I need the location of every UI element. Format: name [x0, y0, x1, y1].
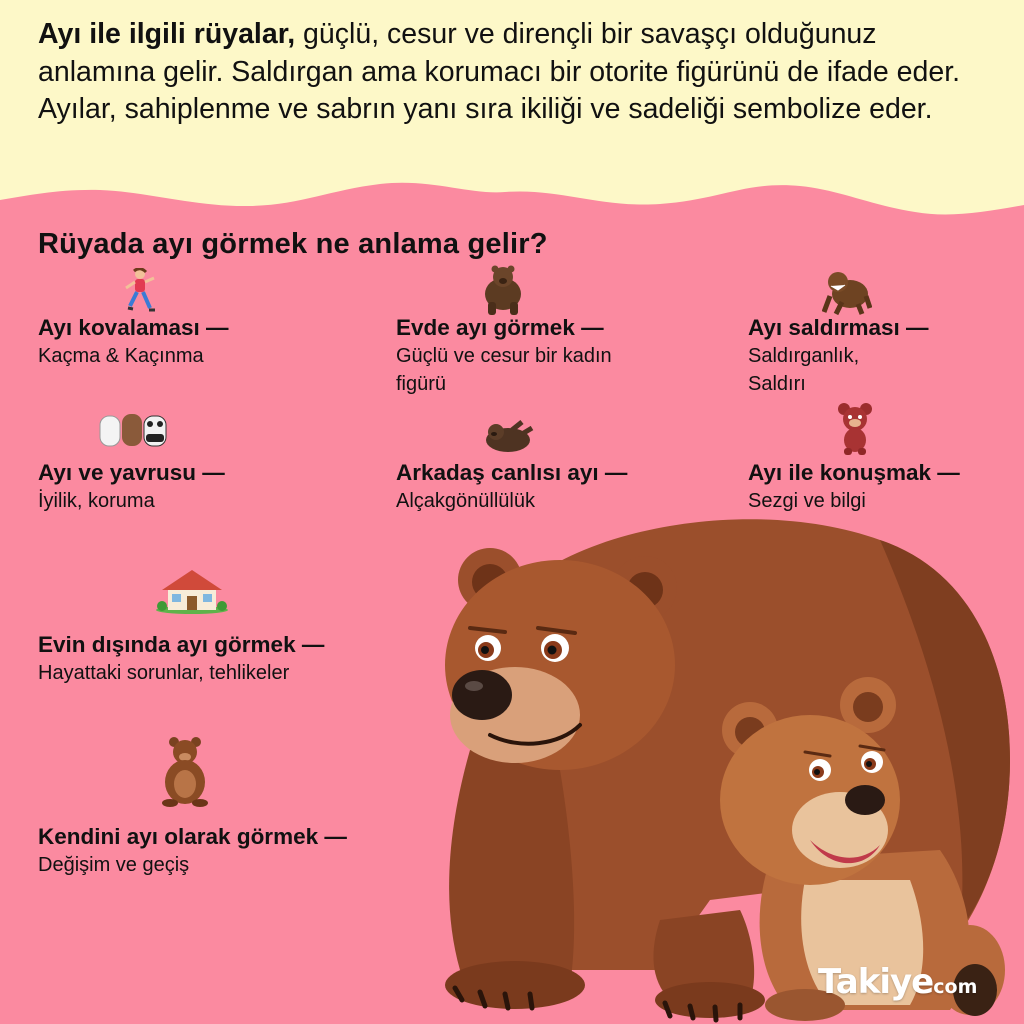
house-icon [154, 566, 230, 614]
three-bears-icon [98, 410, 168, 448]
item-meaning: Kaçma & Kaçınma [38, 345, 204, 367]
item-meaning: Alçakgönüllülük [396, 490, 535, 512]
sitting-bear-icon [160, 736, 210, 808]
item-meaning: Sezgi ve bilgi [748, 490, 866, 512]
section-heading: Rüyada ayı görmek ne anlama gelir? [38, 228, 548, 260]
intro-paragraph [38, 16, 988, 129]
item-label: Evde ayı görmek — [396, 315, 604, 340]
item-label: Ayı ile konuşmak — [748, 460, 960, 485]
intro-text: güçlü, cesur ve dirençli bir savaşçı olduğunuz anlamına gelir. Saldırgan ama korumacı bir otorite figürünü de ifade eder. Ayılar, sahiplenme ve sabrın yanı sıra ikiliği ve sadeliği sembolize eder. [38, 18, 961, 125]
item-label: Kendini ayı olarak görmek — [38, 824, 347, 849]
brand-logo [818, 962, 977, 1002]
list-item-bear-at-home [396, 314, 686, 398]
list-item-attack [748, 314, 1008, 398]
running-child-icon [122, 268, 158, 314]
item-meaning: Hayattaki sorunlar, tehlikeler [38, 662, 290, 684]
mother-and-cub-bear-illustration [410, 500, 1024, 1024]
item-label: Evin dışında ayı görmek — [38, 632, 325, 657]
item-label: Ayı kovalaması — [38, 315, 229, 340]
standing-bear-icon [481, 264, 525, 316]
list-item-bear-and-cub [38, 459, 338, 515]
list-item-self-as-bear [38, 823, 418, 879]
item-label: Ayı ve yavrusu — [38, 460, 225, 485]
lying-bear-icon [482, 420, 534, 454]
item-meaning: Saldırganlık, Saldırı [748, 345, 860, 395]
item-meaning: Değişim ve geçiş [38, 854, 190, 876]
item-label: Ayı saldırması — [748, 315, 929, 340]
item-meaning: Güçlü ve cesur bir kadın figürü [396, 345, 612, 395]
list-item-bear-outside [38, 631, 398, 687]
item-label: Arkadaş canlısı ayı — [396, 460, 628, 485]
intro-bold: Ayı ile ilgili rüyalar, [38, 18, 296, 50]
list-item-chase [38, 314, 338, 370]
item-meaning: İyilik, koruma [38, 490, 155, 512]
attacking-bear-icon [822, 268, 872, 316]
logo-sub: com [933, 976, 978, 998]
teddy-bear-icon [836, 402, 874, 456]
logo-main: Takiye [818, 962, 934, 1002]
